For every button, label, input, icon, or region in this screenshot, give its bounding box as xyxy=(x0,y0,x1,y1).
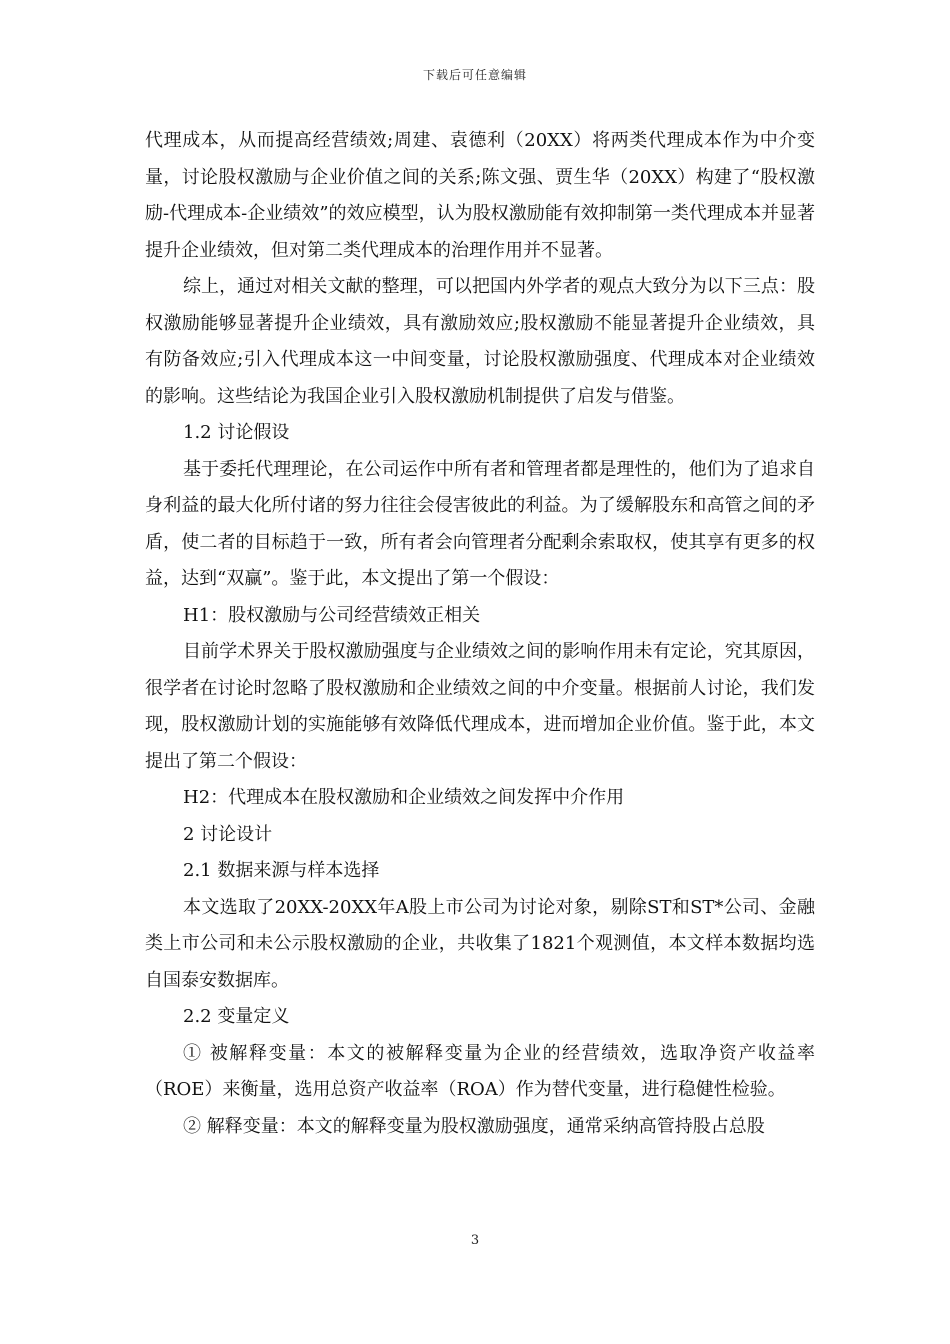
section-heading-2: 2 讨论设计 xyxy=(183,823,273,845)
document-body xyxy=(145,123,815,1145)
hypothesis-h1: H1：股权激励与公司经营绩效正相关 xyxy=(183,604,481,626)
paragraph-2: 综上，通过对相关文献的整理，可以把国内外学者的观点大致分为以下三点：股权激励能够显著提升企业绩效，具有激励效应;股权激励不能显著提升企业绩效，具有防备效应;引入代理成本这一中间变量，讨论股权激励强度、代理成本对企业绩效的影响。这些结论为我国企业引入股权激励机制提供了启发与借鉴。 xyxy=(145,276,815,407)
section-heading-1-2: 1.2 讨论假设 xyxy=(183,422,290,443)
paragraph-5: 本文选取了20XX-20XX年A股上市公司为讨论对象，剔除ST和ST*公司、金融类上市公司和未公示股权激励的企业，共收集了1821个观测值，本文样本数据均选自国泰安数据库。 xyxy=(145,896,815,991)
section-heading-2-1: 2.1 数据来源与样本选择 xyxy=(183,860,380,881)
paragraph-6: ① 被解释变量：本文的被解释变量为企业的经营绩效，选取净资产收益率（ROE）来衡量，选用总资产收益率（ROA）作为替代变量，进行稳健性检验。 xyxy=(145,1042,815,1100)
page-header: 下载后可任意编辑 xyxy=(422,68,527,82)
page-number: 3 xyxy=(470,1233,480,1248)
section-heading-2-2: 2.2 变量定义 xyxy=(183,1006,290,1027)
hypothesis-h2: H2：代理成本在股权激励和企业绩效之间发挥中介作用 xyxy=(183,787,625,808)
paragraph-1: 代理成本，从而提高经营绩效;周建、袁德利（20XX）将两类代理成本作为中介变量，讨论股权激励与企业价值之间的关系;陈文强、贾生华（20XX）构建了“股权激励-代理成本-企业绩效”的效应模型，认为股权激励能有效抑制第一类代理成本并显著提升企业绩效，但对第二类代理成本的治理作用并不显著。 xyxy=(145,130,815,261)
paragraph-4: 目前学术界关于股权激励强度与企业绩效之间的影响作用未有定论，究其原因，很学者在讨论时忽略了股权激励和企业绩效之间的中介变量。根据前人讨论，我们发现，股权激励计划的实施能够有效降低代理成本，进而增加企业价值。鉴于此，本文提出了第二个假设： xyxy=(145,641,815,772)
paragraph-3: 基于委托代理理论，在公司运作中所有者和管理者都是理性的，他们为了追求自身利益的最大化所付诸的努力往往会侵害彼此的利益。为了缓解股东和高管之间的矛盾，使二者的目标趋于一致，所有者会向管理者分配剩余索取权，使其享有更多的权益，达到“双赢”。鉴于此，本文提出了第一个假设： xyxy=(145,458,815,589)
paragraph-7: ② 解释变量：本文的解释变量为股权激励强度，通常采纳高管持股占总股 xyxy=(183,1115,765,1137)
